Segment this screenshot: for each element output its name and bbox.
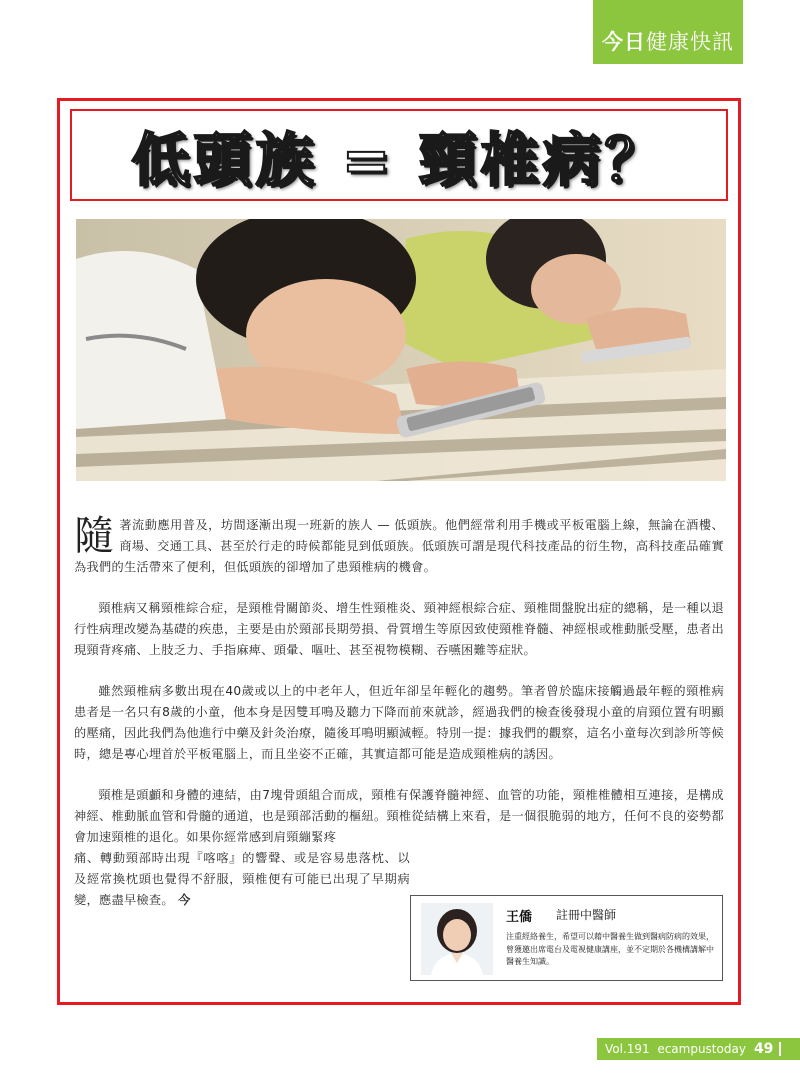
- author-bio: 注重經絡養生，希望可以藉中醫養生做到醫病防病的效果，曾獲邀出席電台及電視健康講座，並不定期於各機構講解中醫養生知識。: [506, 932, 714, 966]
- page-number: 49: [753, 1041, 774, 1057]
- paragraph-3: 雖然頸椎病多數出現在40歲或以上的中老年人，但近年卻呈年輕化的趨勢。筆者曾於臨床接觸過最年輕的頸椎病患者是一名只有8歲的小童，他本身是因雙耳鳴及聽力下降而前來就診，經過我們的檢查後發現小童的肩頸位置有明顯的壓痛，因此我們為他進行中藥及針灸治療，隨後耳鳴明顯減輕。特別一提：據我們的觀察，這名小童每次到診所等候時，總是專心埋首於平板電腦上，而且坐姿不正確，其實這都可能是造成頸椎病的誘因。: [74, 684, 724, 761]
- paragraph-4b-text: 痛、轉動頸部時出現『喀喀』的響聲、或是容易患落枕、以及經常換枕頭也覺得不舒服，頸椎便有可能已出現了早期病變，應盡早檢查。: [74, 851, 410, 907]
- children-using-tablets-image: [76, 219, 726, 481]
- drop-cap: 隨: [74, 513, 115, 559]
- title-box: [70, 109, 728, 201]
- article-photo: [76, 219, 726, 481]
- paragraph-2: 頸椎病又稱頸椎綜合症，是頸椎骨關節炎、增生性頸椎炎、頸神經根綜合症、頸椎間盤脫出症的總稱，是一種以退行性病理改變為基礎的疾患，主要是由於頸部長期勞損、骨質增生等原因致使頸椎脊髓、神經根或椎動脈受壓，患者出現頸背疼痛、上肢乏力、手指麻痺、頭暈、嘔吐、甚至視物模糊、吞嚥困難等症狀。: [74, 601, 724, 657]
- author-role: 註冊中醫師: [556, 908, 617, 922]
- paragraph-4a: 頸椎是頭顱和身體的連結，由7塊骨頭組合而成，頸椎有保護脊髓神經、血管的功能，頸椎椎體相互連接，是構成神經、椎動脈血管和骨髓的通道，也是頸部活動的樞紐。頸椎從結構上來看，是一個很脆弱的地方，任何不良的姿勢都會加速頸椎的退化。如果你經常感到肩頸繃緊疼: [74, 788, 724, 844]
- section-header-tab: [593, 0, 743, 64]
- footer-divider: [779, 1042, 781, 1056]
- author-photo-icon: [421, 903, 493, 975]
- end-mark-icon: 今: [178, 893, 191, 907]
- paragraph-1-text: 著流動應用普及，坊間逐漸出現一班新的族人 — 低頭族。他們經常利用手機或平板電腦上線，無論在酒樓、商場、交通工具、甚至於行走的時候都能見到低頭族。低頭族可謂是現代科技產品的衍生物，高科技產品確實為我們的生活帶來了便利，但低頭族的卻增加了患頸椎病的機會。: [74, 518, 724, 574]
- author-name: 王僑: [506, 910, 533, 925]
- paragraph-4b: [74, 848, 410, 911]
- section-header-light: 健康快訊: [646, 30, 734, 54]
- author-avatar: [421, 903, 493, 975]
- paragraph-1: [74, 515, 724, 578]
- page-footer: [597, 1038, 800, 1060]
- footer-brand: ecampustoday: [657, 1042, 746, 1056]
- footer-issue: Vol.191: [605, 1042, 650, 1056]
- article-body: [74, 515, 724, 911]
- author-profile-box: [410, 895, 723, 981]
- article-title: 低頭族 = 頸椎病？: [131, 126, 667, 194]
- section-header-strong: 今日: [602, 30, 646, 54]
